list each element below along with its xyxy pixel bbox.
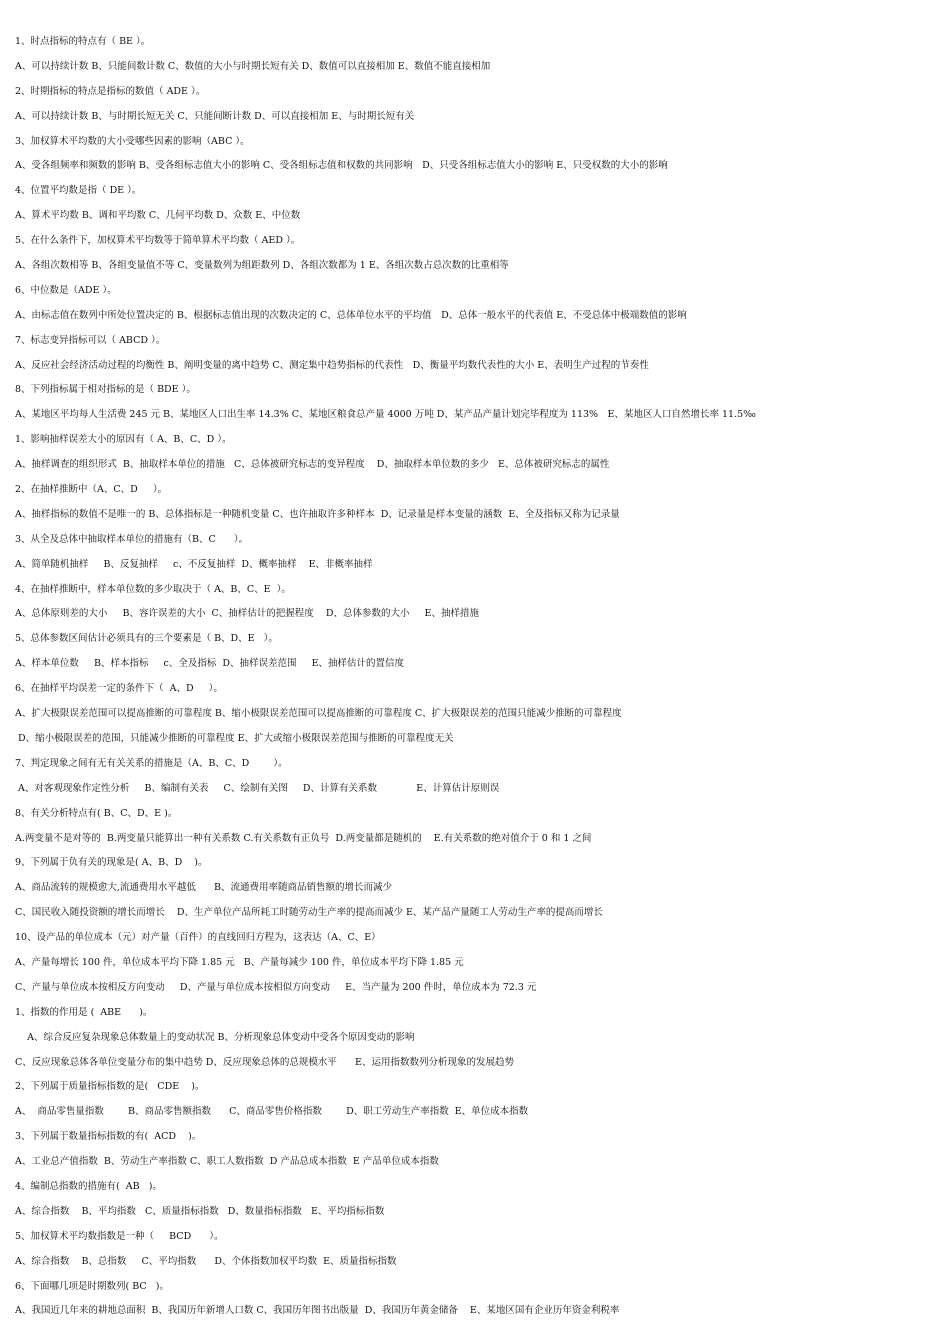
text-line: D、缩小极限误差的范围，只能减少推断的可靠程度 E、扩大或缩小极限误差范围与推断的可靠程度无关 bbox=[15, 732, 454, 744]
text-line: A、可以持续计数 B、与时期长短无关 C、只能间断计数 D、可以直接相加 E、与时期长短有关 bbox=[15, 110, 415, 122]
text-line: A、各组次数相等 B、各组变量值不等 C、变量数列为组距数列 D、各组次数都为 1 E、各组次数占总次数的比重相等 bbox=[15, 260, 509, 272]
text-line: A、某地区平均每人生活费 245 元 B、某地区人口出生率 14.3% C、某地区粮食总产量 4000 万吨 D、某产品产量计划完毕程度为 113% E、某地区人口自然增长率 11.5‰ bbox=[15, 409, 756, 421]
text-line: 6、中位数是（ADE ）。 bbox=[15, 284, 117, 296]
text-line: 5、总体参数区间估计必须具有的三个要素是（ B、D、E ）。 bbox=[15, 633, 278, 645]
text-line: A、抽样指标的数值不是唯一的 B、总体指标是一种随机变量 C、也许抽取许多种样本 D、记录量是样本变量的涵数 E、全及指标又称为记录量 bbox=[15, 508, 620, 520]
text-line: C、产量与单位成本按相反方向变动 D、产量与单位成本按相似方向变动 E、当产量为 200 件时，单位成本为 72.3 元 bbox=[15, 981, 537, 993]
text-line: 4、位置平均数是指（ DE ）。 bbox=[15, 185, 142, 197]
text-line: 3、从全及总体中抽取样本单位的措施有（B、C ）。 bbox=[15, 533, 249, 545]
text-line: A、可以持续计数 B、只能间数计数 C、数值的大小与时期长短有关 D、数值可以直接相加 E、数值不能直接相加 bbox=[15, 60, 491, 72]
text-line: 7、标志变异指标可以（ ABCD ）。 bbox=[15, 334, 166, 346]
text-line: A、综合指数 B、总指数 C、平均指数 D、个体指数加权平均数 E、质量指标指数 bbox=[15, 1255, 397, 1267]
text-line: A、综合指数 B、平均指数 C、质量指标指数 D、数量指标指数 E、平均指标指数 bbox=[15, 1205, 385, 1217]
text-line: A.两变量不是对等的 B.两变量只能算出一种有关系数 C.有关系数有正负号 D.两变量都是随机的 E.有关系数的绝对值介于 0 和 1 之间 bbox=[15, 832, 592, 844]
text-line: 8、下列指标属于相对指标的是（ BDE ）。 bbox=[15, 384, 196, 396]
text-line: A、算术平均数 B、调和平均数 C、几何平均数 D、众数 E、中位数 bbox=[15, 210, 301, 222]
text-line: A、扩大极限误差范围可以提高推断的可靠程度 B、缩小极限误差范围可以提高推断的可靠程度 C、扩大极限误差的范围只能减少推断的可靠程度 bbox=[15, 708, 622, 720]
text-line: 2、在抽样推断中（A、C、D ）。 bbox=[15, 484, 168, 496]
text-line: A、对客观现象作定性分析 B、编制有关表 C、绘制有关图 D、计算有关系数 E、计算估计原则误 bbox=[15, 782, 500, 794]
text-line: A、 商品零售量指数 B、商品零售额指数 C、商品零售价格指数 D、职工劳动生产率指数 E、单位成本指数 bbox=[15, 1106, 529, 1118]
text-line: A、样本单位数 B、样本指标 c、全及指标 D、抽样误差范围 E、抽样估计的置信度 bbox=[15, 658, 405, 670]
text-line: 10、设产品的单位成本（元）对产量（百件）的直线回归方程为，这表达（A、C、E） bbox=[15, 932, 381, 944]
text-line: A、商品流转的规模愈大,流通费用水平越低 B、流通费用率随商品销售额的增长而减少 bbox=[15, 882, 392, 894]
text-line: C、反应现象总体各单位变量分布的集中趋势 D、反应现象总体的总规模水平 E、运用指数数列分析现象的发展趋势 bbox=[15, 1056, 514, 1068]
text-line: 9、下列属于负有关的现象是( A、B、D )。 bbox=[15, 857, 208, 869]
text-line: 2、时期指标的特点是指标的数值（ ADE ）。 bbox=[15, 85, 206, 97]
text-line: 5、加权算术平均数指数是一种（ BCD ）。 bbox=[15, 1230, 224, 1242]
text-line: A、反应社会经济活动过程的均衡性 B、阐明变量的离中趋势 C、测定集中趋势指标的代表性 D、衡量平均数代表性的大小 E、表明生产过程的节奏性 bbox=[15, 359, 649, 371]
text-line: 7、判定现象之间有无有关关系的措施是（A、B、C、D ）。 bbox=[15, 757, 288, 769]
text-line: A、简单随机抽样 B、反复抽样 c、不反复抽样 D、概率抽样 E、非概率抽样 bbox=[15, 558, 373, 570]
text-line: 4、编制总指数的措施有( AB )。 bbox=[15, 1180, 162, 1192]
text-line: A、产量每增长 100 件，单位成本平均下降 1.85 元 B、产量每减少 100 件，单位成本平均下降 1.85 元 bbox=[15, 956, 464, 968]
text-line: 6、下面哪几项是时期数列( BC )。 bbox=[15, 1280, 169, 1292]
text-line: 2、下列属于质量指标指数的是( CDE )。 bbox=[15, 1081, 205, 1093]
text-line: 5、在什么条件下，加权算术平均数等于简单算术平均数（ AED ）。 bbox=[15, 235, 301, 247]
text-line: 3、下列属于数量指标指数的有( ACD )。 bbox=[15, 1131, 202, 1143]
text-line: 3、加权算术平均数的大小受哪些因素的影响（ABC ）。 bbox=[15, 135, 250, 147]
text-line: 1、指数的作用是 ( ABE )。 bbox=[15, 1006, 153, 1018]
text-line: 8、有关分析特点有( B、C、D、E )。 bbox=[15, 807, 178, 819]
text-line: A、总体原则差的大小 B、容许误差的大小 C、抽样估计的把握程度 D、总体参数的大小 E、抽样措施 bbox=[15, 608, 479, 620]
text-line: A、受各组频率和频数的影响 B、受各组标志值大小的影响 C、受各组标志值和权数的共同影响 D、只受各组标志值大小的影响 E、只受权数的大小的影响 bbox=[15, 160, 668, 172]
text-line: A、由标志值在数列中所处位置决定的 B、根据标志值出现的次数决定的 C、总体单位水平的平均值 D、总体一般水平的代表值 E、不受总体中极端数值的影响 bbox=[15, 309, 687, 321]
text-line: C、国民收入随投资额的增长而增长 D、生产单位产品所耗工时随劳动生产率的提高而减少 E、某产品产量随工人劳动生产率的提高而增长 bbox=[15, 907, 603, 919]
text-line: A、抽样调查的组织形式 B、抽取样本单位的措施 C、总体被研究标志的变异程度 D、抽取样本单位数的多少 E、总体被研究标志的属性 bbox=[15, 459, 610, 471]
text-line: A、综合反应复杂现象总体数量上的变动状况 B、分析现象总体变动中受各个原因变动的影响 bbox=[15, 1031, 415, 1043]
text-line: A、工业总产值指数 B、劳动生产率指数 C、职工人数指数 D 产品总成本指数 E 产品单位成本指数 bbox=[15, 1156, 439, 1168]
text-line: 6、在抽样平均误差一定的条件下（ A、D ）。 bbox=[15, 683, 223, 695]
text-line: 4、在抽样推断中，样本单位数的多少取决于（ A、B、C、E ）。 bbox=[15, 583, 291, 595]
text-line: 1、影响抽样误差大小的原因有（ A、B、C、D ）。 bbox=[15, 434, 232, 446]
text-line: A、我国近几年来的耕地总面积 B、我国历年新增人口数 C、我国历年图书出版量 D、我国历年黄金储备 E、某地区国有企业历年资金利税率 bbox=[15, 1305, 620, 1317]
text-line: 1、时点指标的特点有（ BE ）。 bbox=[15, 36, 151, 47]
